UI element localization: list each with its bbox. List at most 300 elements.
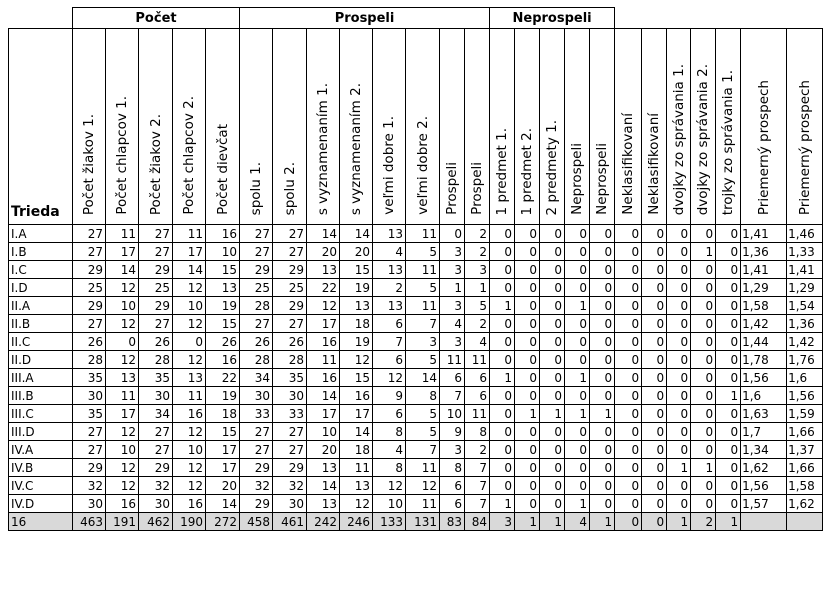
value-cell: 0 xyxy=(490,405,515,423)
value-cell: 7 xyxy=(406,441,440,459)
table-row xyxy=(9,387,823,405)
value-cell: 83 xyxy=(440,513,465,531)
value-cell: 0 xyxy=(490,279,515,297)
value-cell: 7 xyxy=(465,495,490,513)
table-row xyxy=(9,423,823,441)
value-cell: 1 xyxy=(565,369,590,387)
value-cell: 12 xyxy=(173,477,206,495)
value-cell: 0 xyxy=(642,279,667,297)
value-cell: 6 xyxy=(440,495,465,513)
value-cell: 7 xyxy=(465,459,490,477)
table-row xyxy=(9,225,823,243)
column-header xyxy=(273,29,307,225)
class-name-cell: I.A xyxy=(9,225,73,243)
value-cell: 0 xyxy=(540,423,565,441)
value-cell: 1,56 xyxy=(741,477,787,495)
column-header xyxy=(240,29,273,225)
value-cell: 0 xyxy=(540,351,565,369)
value-cell: 0 xyxy=(565,351,590,369)
value-cell: 0 xyxy=(642,405,667,423)
value-cell: 0 xyxy=(490,441,515,459)
value-cell: 1 xyxy=(515,405,540,423)
class-name-cell: 16 xyxy=(9,513,73,531)
value-cell: 1,56 xyxy=(741,369,787,387)
value-cell: 22 xyxy=(206,369,240,387)
value-cell: 1,41 xyxy=(787,261,823,279)
value-cell: 34 xyxy=(240,369,273,387)
value-cell xyxy=(787,513,823,531)
value-cell: 0 xyxy=(642,297,667,315)
value-cell: 1,62 xyxy=(741,459,787,477)
column-header xyxy=(206,29,240,225)
value-cell: 1,42 xyxy=(741,315,787,333)
value-cell: 6 xyxy=(373,405,406,423)
value-cell: 10 xyxy=(373,495,406,513)
column-header-label: Prospeli xyxy=(444,162,461,215)
value-cell: 1,58 xyxy=(787,477,823,495)
class-name-cell: IV.C xyxy=(9,477,73,495)
value-cell: 13 xyxy=(307,495,340,513)
value-cell: 0 xyxy=(540,477,565,495)
value-cell: 0 xyxy=(667,261,691,279)
value-cell: 17 xyxy=(173,243,206,261)
value-cell: 0 xyxy=(716,243,741,261)
value-cell: 1,7 xyxy=(741,423,787,441)
value-cell: 0 xyxy=(615,297,642,315)
value-cell: 10 xyxy=(206,243,240,261)
value-cell: 14 xyxy=(173,261,206,279)
column-header-label: Počet chlapcov 1. xyxy=(114,96,130,215)
value-cell: 27 xyxy=(273,225,307,243)
column-header xyxy=(691,29,716,225)
value-cell: 0 xyxy=(490,387,515,405)
value-cell: 29 xyxy=(73,459,106,477)
value-cell: 30 xyxy=(73,495,106,513)
column-header xyxy=(540,29,565,225)
value-cell: 27 xyxy=(139,441,173,459)
value-cell: 27 xyxy=(139,243,173,261)
value-cell: 3 xyxy=(440,441,465,459)
value-cell: 0 xyxy=(540,279,565,297)
value-cell: 2 xyxy=(465,441,490,459)
column-header xyxy=(440,29,465,225)
value-cell: 0 xyxy=(667,441,691,459)
value-cell: 29 xyxy=(139,297,173,315)
value-cell: 0 xyxy=(490,243,515,261)
value-cell: 0 xyxy=(515,333,540,351)
column-header-label: 1 predmet 2. xyxy=(519,127,536,215)
table-row xyxy=(9,459,823,477)
value-cell: 0 xyxy=(540,369,565,387)
value-cell: 463 xyxy=(73,513,106,531)
value-cell: 0 xyxy=(716,225,741,243)
value-cell: 7 xyxy=(440,387,465,405)
class-name-cell: III.A xyxy=(9,369,73,387)
value-cell: 0 xyxy=(667,333,691,351)
column-header-label: Neklasifikovaní xyxy=(646,113,663,215)
value-cell: 14 xyxy=(340,423,373,441)
value-cell: 1 xyxy=(691,243,716,261)
value-cell: 1,57 xyxy=(741,495,787,513)
value-cell: 32 xyxy=(139,477,173,495)
column-header-label: trojky zo správania 1. xyxy=(720,69,737,215)
value-cell: 13 xyxy=(206,279,240,297)
value-cell: 0 xyxy=(667,495,691,513)
class-name-cell: IV.B xyxy=(9,459,73,477)
value-cell: 13 xyxy=(307,261,340,279)
column-header-label: Počet žiakov 1. xyxy=(81,113,97,215)
table-row xyxy=(9,405,823,423)
value-cell: 0 xyxy=(691,387,716,405)
value-cell: 1 xyxy=(716,513,741,531)
value-cell: 0 xyxy=(515,261,540,279)
column-header-label: Počet žiakov 2. xyxy=(147,113,164,215)
value-cell: 0 xyxy=(615,351,642,369)
value-cell: 7 xyxy=(465,477,490,495)
value-cell: 0 xyxy=(667,315,691,333)
value-cell: 26 xyxy=(273,333,307,351)
value-cell: 5 xyxy=(465,297,490,315)
value-cell: 0 xyxy=(615,315,642,333)
value-cell: 0 xyxy=(615,369,642,387)
value-cell: 6 xyxy=(373,315,406,333)
table-row xyxy=(9,333,823,351)
value-cell: 0 xyxy=(615,477,642,495)
value-cell: 0 xyxy=(106,333,139,351)
value-cell: 16 xyxy=(307,333,340,351)
value-cell: 19 xyxy=(206,297,240,315)
value-cell: 0 xyxy=(515,225,540,243)
class-name-cell: I.C xyxy=(9,261,73,279)
value-cell: 27 xyxy=(73,225,106,243)
column-header xyxy=(590,29,615,225)
value-cell: 27 xyxy=(273,243,307,261)
column-header xyxy=(307,29,340,225)
column-header-label: dvojky zo správania 1. xyxy=(670,63,687,215)
value-cell: 0 xyxy=(615,333,642,351)
group-header-row xyxy=(9,8,823,29)
value-cell: 0 xyxy=(490,351,515,369)
column-header-label: Priemerný prospech xyxy=(796,79,813,215)
value-cell: 0 xyxy=(667,369,691,387)
value-cell: 0 xyxy=(716,333,741,351)
value-cell: 7 xyxy=(406,315,440,333)
value-cell: 11 xyxy=(406,225,440,243)
value-cell: 0 xyxy=(716,261,741,279)
value-cell: 0 xyxy=(590,297,615,315)
value-cell: 29 xyxy=(240,495,273,513)
value-cell: 11 xyxy=(173,387,206,405)
value-cell: 29 xyxy=(73,297,106,315)
value-cell: 1 xyxy=(565,405,590,423)
group-header-blank xyxy=(615,8,823,29)
column-header xyxy=(565,29,590,225)
value-cell: 0 xyxy=(540,243,565,261)
class-name-cell: I.D xyxy=(9,279,73,297)
group-header: Počet xyxy=(73,8,240,29)
value-cell: 8 xyxy=(465,423,490,441)
class-name-cell: II.A xyxy=(9,297,73,315)
value-cell: 0 xyxy=(615,387,642,405)
value-cell: 1,6 xyxy=(741,387,787,405)
value-cell: 11 xyxy=(465,351,490,369)
value-cell: 0 xyxy=(590,459,615,477)
value-cell: 33 xyxy=(240,405,273,423)
column-header-label: Prospeli xyxy=(469,162,486,215)
value-cell: 28 xyxy=(139,351,173,369)
value-cell: 12 xyxy=(373,369,406,387)
value-cell: 0 xyxy=(691,369,716,387)
value-cell: 14 xyxy=(307,225,340,243)
value-cell: 0 xyxy=(590,495,615,513)
value-cell: 0 xyxy=(667,387,691,405)
value-cell: 0 xyxy=(490,225,515,243)
column-header-label: veľmi dobre 1. xyxy=(381,116,398,215)
column-header-label: spolu 1. xyxy=(248,161,265,215)
value-cell: 8 xyxy=(440,459,465,477)
value-cell: 131 xyxy=(406,513,440,531)
class-name-cell: II.B xyxy=(9,315,73,333)
value-cell: 0 xyxy=(642,495,667,513)
value-cell: 29 xyxy=(73,261,106,279)
column-header xyxy=(373,29,406,225)
value-cell: 1 xyxy=(691,459,716,477)
value-cell: 246 xyxy=(340,513,373,531)
value-cell: 29 xyxy=(273,297,307,315)
value-cell: 0 xyxy=(565,387,590,405)
value-cell: 3 xyxy=(440,333,465,351)
value-cell: 6 xyxy=(465,369,490,387)
column-header xyxy=(490,29,515,225)
column-header xyxy=(741,29,787,225)
value-cell: 8 xyxy=(373,423,406,441)
column-header xyxy=(139,29,173,225)
value-cell: 0 xyxy=(615,459,642,477)
value-cell: 35 xyxy=(73,369,106,387)
value-cell: 0 xyxy=(590,315,615,333)
value-cell: 4 xyxy=(565,513,590,531)
value-cell: 20 xyxy=(307,243,340,261)
value-cell: 27 xyxy=(139,315,173,333)
value-cell: 9 xyxy=(373,387,406,405)
value-cell: 19 xyxy=(340,333,373,351)
column-header-label: Počet chlapcov 2. xyxy=(181,96,197,215)
value-cell: 0 xyxy=(590,441,615,459)
value-cell: 0 xyxy=(615,279,642,297)
value-cell: 29 xyxy=(273,261,307,279)
value-cell: 6 xyxy=(440,477,465,495)
value-cell: 0 xyxy=(667,423,691,441)
value-cell: 3 xyxy=(440,297,465,315)
value-cell: 1 xyxy=(667,513,691,531)
value-cell: 11 xyxy=(106,225,139,243)
value-cell: 26 xyxy=(240,333,273,351)
value-cell: 0 xyxy=(615,423,642,441)
value-cell: 11 xyxy=(406,495,440,513)
table-row xyxy=(9,243,823,261)
value-cell: 11 xyxy=(173,225,206,243)
value-cell: 0 xyxy=(642,423,667,441)
value-cell: 0 xyxy=(716,441,741,459)
value-cell: 7 xyxy=(373,333,406,351)
column-header-label: s vyznamenaním 1. xyxy=(315,82,332,215)
class-name-cell: IV.D xyxy=(9,495,73,513)
value-cell: 1,41 xyxy=(741,261,787,279)
value-cell: 27 xyxy=(240,315,273,333)
value-cell: 1,58 xyxy=(741,297,787,315)
value-cell: 30 xyxy=(139,495,173,513)
value-cell: 19 xyxy=(206,387,240,405)
value-cell: 12 xyxy=(340,495,373,513)
value-cell: 1,36 xyxy=(741,243,787,261)
value-cell: 27 xyxy=(73,315,106,333)
value-cell: 0 xyxy=(642,261,667,279)
column-header xyxy=(615,29,642,225)
value-cell: 0 xyxy=(515,423,540,441)
column-header-label: spolu 2. xyxy=(281,161,298,215)
value-cell: 1,37 xyxy=(787,441,823,459)
value-cell: 10 xyxy=(106,297,139,315)
value-cell: 0 xyxy=(515,441,540,459)
value-cell: 0 xyxy=(590,369,615,387)
value-cell: 11 xyxy=(406,261,440,279)
value-cell: 10 xyxy=(440,405,465,423)
value-cell: 0 xyxy=(515,279,540,297)
value-cell: 1,36 xyxy=(787,315,823,333)
value-cell: 16 xyxy=(206,225,240,243)
value-cell: 272 xyxy=(206,513,240,531)
value-cell: 1 xyxy=(490,495,515,513)
value-cell: 10 xyxy=(173,297,206,315)
value-cell: 0 xyxy=(490,459,515,477)
value-cell: 0 xyxy=(716,459,741,477)
value-cell: 29 xyxy=(139,261,173,279)
table-row xyxy=(9,351,823,369)
value-cell: 27 xyxy=(240,225,273,243)
value-cell: 13 xyxy=(373,225,406,243)
column-header xyxy=(465,29,490,225)
value-cell: 0 xyxy=(615,225,642,243)
value-cell: 0 xyxy=(490,261,515,279)
value-cell: 1,29 xyxy=(787,279,823,297)
value-cell: 0 xyxy=(716,423,741,441)
value-cell: 0 xyxy=(565,423,590,441)
value-cell: 20 xyxy=(206,477,240,495)
table-row xyxy=(9,495,823,513)
value-cell: 15 xyxy=(206,315,240,333)
value-cell: 19 xyxy=(340,279,373,297)
value-cell: 0 xyxy=(667,297,691,315)
value-cell: 27 xyxy=(240,441,273,459)
table-row xyxy=(9,279,823,297)
group-header: Prospeli xyxy=(240,8,490,29)
value-cell: 4 xyxy=(440,315,465,333)
value-cell: 5 xyxy=(406,243,440,261)
value-cell: 12 xyxy=(173,351,206,369)
value-cell: 25 xyxy=(73,279,106,297)
value-cell: 0 xyxy=(540,441,565,459)
value-cell: 0 xyxy=(515,315,540,333)
value-cell: 27 xyxy=(240,243,273,261)
value-cell: 12 xyxy=(373,477,406,495)
value-cell: 13 xyxy=(307,459,340,477)
value-cell: 1,46 xyxy=(787,225,823,243)
value-cell: 3 xyxy=(440,261,465,279)
value-cell: 32 xyxy=(273,477,307,495)
trieda-header: Trieda xyxy=(9,29,73,225)
value-cell: 0 xyxy=(642,333,667,351)
table-row xyxy=(9,441,823,459)
value-cell: 0 xyxy=(615,261,642,279)
value-cell: 25 xyxy=(240,279,273,297)
value-cell: 6 xyxy=(440,369,465,387)
value-cell: 0 xyxy=(667,351,691,369)
value-cell: 0 xyxy=(515,369,540,387)
value-cell: 11 xyxy=(440,351,465,369)
value-cell: 0 xyxy=(565,261,590,279)
value-cell: 35 xyxy=(273,369,307,387)
value-cell: 0 xyxy=(565,243,590,261)
class-name-cell: II.C xyxy=(9,333,73,351)
value-cell: 0 xyxy=(691,279,716,297)
table-row xyxy=(9,297,823,315)
value-cell: 1,76 xyxy=(787,351,823,369)
value-cell: 9 xyxy=(440,423,465,441)
value-cell: 0 xyxy=(667,405,691,423)
column-header-label: veľmi dobre 2. xyxy=(414,116,431,215)
value-cell: 1,63 xyxy=(741,405,787,423)
value-cell: 0 xyxy=(691,297,716,315)
value-cell: 18 xyxy=(206,405,240,423)
value-cell: 0 xyxy=(716,495,741,513)
value-cell: 0 xyxy=(590,477,615,495)
value-cell: 13 xyxy=(106,369,139,387)
value-cell: 34 xyxy=(139,405,173,423)
value-cell: 0 xyxy=(515,351,540,369)
value-cell: 0 xyxy=(515,243,540,261)
value-cell: 1,29 xyxy=(741,279,787,297)
value-cell: 1,54 xyxy=(787,297,823,315)
column-header-row xyxy=(9,29,823,225)
value-cell: 0 xyxy=(590,387,615,405)
value-cell: 29 xyxy=(240,261,273,279)
column-header-label: Neprospeli xyxy=(569,143,586,215)
value-cell: 0 xyxy=(540,333,565,351)
value-cell: 35 xyxy=(73,405,106,423)
value-cell: 5 xyxy=(406,351,440,369)
value-cell: 12 xyxy=(106,477,139,495)
value-cell: 25 xyxy=(273,279,307,297)
class-name-cell: II.D xyxy=(9,351,73,369)
value-cell: 27 xyxy=(139,225,173,243)
value-cell: 0 xyxy=(667,279,691,297)
value-cell: 11 xyxy=(106,387,139,405)
value-cell: 16 xyxy=(307,369,340,387)
value-cell: 28 xyxy=(240,297,273,315)
value-cell: 26 xyxy=(73,333,106,351)
value-cell: 1 xyxy=(590,405,615,423)
value-cell: 0 xyxy=(590,225,615,243)
value-cell: 1,41 xyxy=(741,225,787,243)
value-cell: 4 xyxy=(373,441,406,459)
value-cell: 0 xyxy=(590,351,615,369)
value-cell: 0 xyxy=(642,387,667,405)
value-cell: 1,33 xyxy=(787,243,823,261)
value-cell: 0 xyxy=(490,315,515,333)
value-cell: 1,42 xyxy=(787,333,823,351)
column-header xyxy=(515,29,540,225)
value-cell: 0 xyxy=(615,441,642,459)
